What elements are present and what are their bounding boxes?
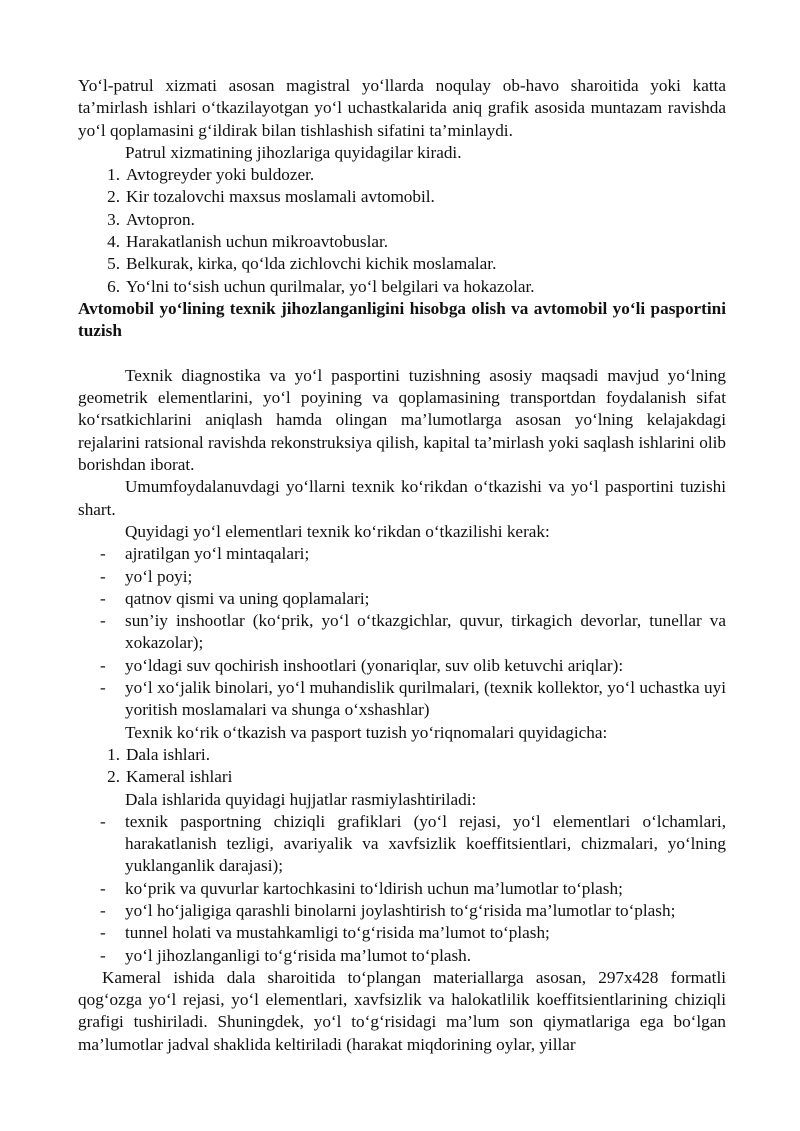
inspection-requirement: Umumfoydalanuvdagi yo‘llarni texnik ko‘rikdan o‘tkazishi va yo‘l pasportini tuzishi shart. xyxy=(78,477,726,519)
list-number: 1. xyxy=(107,165,120,185)
list-text: Avtogreyder yoki buldozer. xyxy=(126,165,315,185)
list-number: 1. xyxy=(107,744,120,764)
list-item xyxy=(78,566,726,588)
list-item xyxy=(78,677,726,722)
list-item xyxy=(78,900,726,922)
list-item xyxy=(78,744,726,766)
stages-list xyxy=(78,744,726,789)
list-item xyxy=(78,610,726,655)
list-text: yo‘l jihozlanganligi to‘g‘risida ma’lumot to‘plash. xyxy=(125,945,472,965)
list-dash: - xyxy=(100,923,106,943)
list-item xyxy=(78,276,726,298)
list-number: 5. xyxy=(107,254,120,274)
list-text: qatnov qismi va uning qoplamalari; xyxy=(125,588,370,608)
stages-intro: Texnik ko‘rik o‘tkazish va pasport tuzish yo‘riqnomalari quyidagicha: xyxy=(125,722,608,742)
list-number: 2. xyxy=(107,187,120,207)
list-item xyxy=(78,543,726,565)
list-item xyxy=(78,811,726,878)
list-text: yo‘l ho‘jaligiga qarashli binolarni joylashtirish to‘g‘risida ma’lumotlar to‘plash; xyxy=(125,900,676,920)
list-text: yo‘l xo‘jalik binolari, yo‘l muhandislik qurilmalari, (texnik kollektor, yo‘l uchastka uyi yoritish moslamalari va shunga o‘xshashlar) xyxy=(125,678,726,720)
list-dash: - xyxy=(100,678,106,698)
list-text: ko‘prik va quvurlar kartochkasini to‘ldirish uchun ma’lumotlar to‘plash; xyxy=(125,878,623,898)
list-item xyxy=(78,164,726,186)
elements-list xyxy=(78,543,726,721)
list-number: 3. xyxy=(107,209,120,229)
field-work-list xyxy=(78,811,726,967)
list-dash: - xyxy=(100,655,106,675)
list-text: Yo‘lni to‘sish uchun qurilmalar, yo‘l belgilari va hokazolar. xyxy=(126,276,535,296)
list-item xyxy=(78,766,726,788)
list-number: 6. xyxy=(107,276,120,296)
list-text: Belkurak, kirka, qo‘lda zichlovchi kichik moslamalar. xyxy=(126,254,497,274)
list-item xyxy=(78,209,726,231)
list-dash: - xyxy=(100,945,106,965)
list-dash: - xyxy=(100,544,106,564)
list-item xyxy=(78,186,726,208)
list-text: Kir tozalovchi maxsus moslamali avtomobil. xyxy=(126,187,435,207)
cameral-work-paragraph: Kameral ishida dala sharoitida to‘plangan materiallarga asosan, 297x428 formatli qog‘ozga yo‘l rejasi, yo‘l elementlari, xavfsizlik va halokatlilik koeffitsientlarining chiziqli grafigi tushiriladi. Shuningdek, yo‘l to‘g‘risidagi ma’lum son qiymatlariga ega bo‘lgan ma’lumotlar jadval shaklida keltiriladi (harakat miqdorining oylar, yillar xyxy=(78,967,726,1054)
list-dash: - xyxy=(100,566,106,586)
list-text: sun’iy inshootlar (ko‘prik, yo‘l o‘tkazgichlar, quvur, tirkagich devorlar, tunellar va xokazolar); xyxy=(125,611,726,653)
list-dash: - xyxy=(100,611,106,631)
list-dash: - xyxy=(100,878,106,898)
list-dash: - xyxy=(100,588,106,608)
list-item xyxy=(78,231,726,253)
list-item xyxy=(78,922,726,944)
intro-paragraph: Yo‘l-patrul xizmati asosan magistral yo‘llarda noqulay ob-havo sharoitida yoki katta ta’mirlash ishlari o‘tkazilayotgan yo‘l uchastkalarida aniq grafik asosida muntazam ravishda yo‘l qoplamasini g‘ildirak bilan tishlashish sifatini ta’minlaydi. xyxy=(78,76,726,140)
blank-line xyxy=(78,343,726,365)
list-item xyxy=(78,945,726,967)
list-number: 2. xyxy=(107,767,120,787)
list-text: yo‘l poyi; xyxy=(125,566,193,586)
list-dash: - xyxy=(100,900,106,920)
elements-intro: Quyidagi yo‘l elementlari texnik ko‘rikdan o‘tkazilishi kerak: xyxy=(125,521,550,541)
list-item xyxy=(78,655,726,677)
list-dash: - xyxy=(100,811,106,831)
list-text: Kameral ishlari xyxy=(126,767,233,787)
list-item xyxy=(78,253,726,275)
list-text: texnik pasportning chiziqli grafiklari (yo‘l rejasi, yo‘l elementlari o‘lchamlari, harakatlanish tezligi, avariyalik va xavfsizlik koeffitsientlari, chizmalari, yo‘lning yuklanganlik darajasi); xyxy=(125,811,726,876)
list-text: yo‘ldagi suv qochirish inshootlari (yonariqlar, suv olib ketuvchi ariqlar): xyxy=(125,655,624,675)
list-item xyxy=(78,588,726,610)
equipment-list xyxy=(78,164,726,298)
diagnostics-paragraph: Texnik diagnostika va yo‘l pasportini tuzishning asosiy maqsadi mavjud yo‘lning geometrik elementlarini, yo‘l poyining va qoplamasining transportdan foydalanish sifat ko‘rsatkichlarini aniqlash hamda olingan ma’lumotlarga asosan yo‘lning kelajakdagi rejalarini ratsional ravishda rekonstruksiya qilish, kapital ta’mirlash yoki saqlash ishlarini olib borishdan iborat. xyxy=(78,365,726,475)
list-text: Dala ishlari. xyxy=(126,744,210,764)
list-text: Harakatlanish uchun mikroavtobuslar. xyxy=(126,232,389,252)
list-item xyxy=(78,878,726,900)
equipment-intro: Patrul xizmatining jihozlariga quyidagilar kiradi. xyxy=(125,142,462,162)
list-number: 4. xyxy=(107,232,120,252)
list-text: Avtopron. xyxy=(126,209,195,229)
list-text: ajratilgan yo‘l mintaqalari; xyxy=(125,544,310,564)
list-text: tunnel holati va mustahkamligi to‘g‘risida ma’lumot to‘plash; xyxy=(125,923,550,943)
field-work-intro: Dala ishlarida quyidagi hujjatlar rasmiylashtiriladi: xyxy=(125,789,477,809)
section-heading: Avtomobil yo‘lining texnik jihozlanganligini hisobga olish va avtomobil yo‘li pasportini tuzish xyxy=(78,298,726,341)
